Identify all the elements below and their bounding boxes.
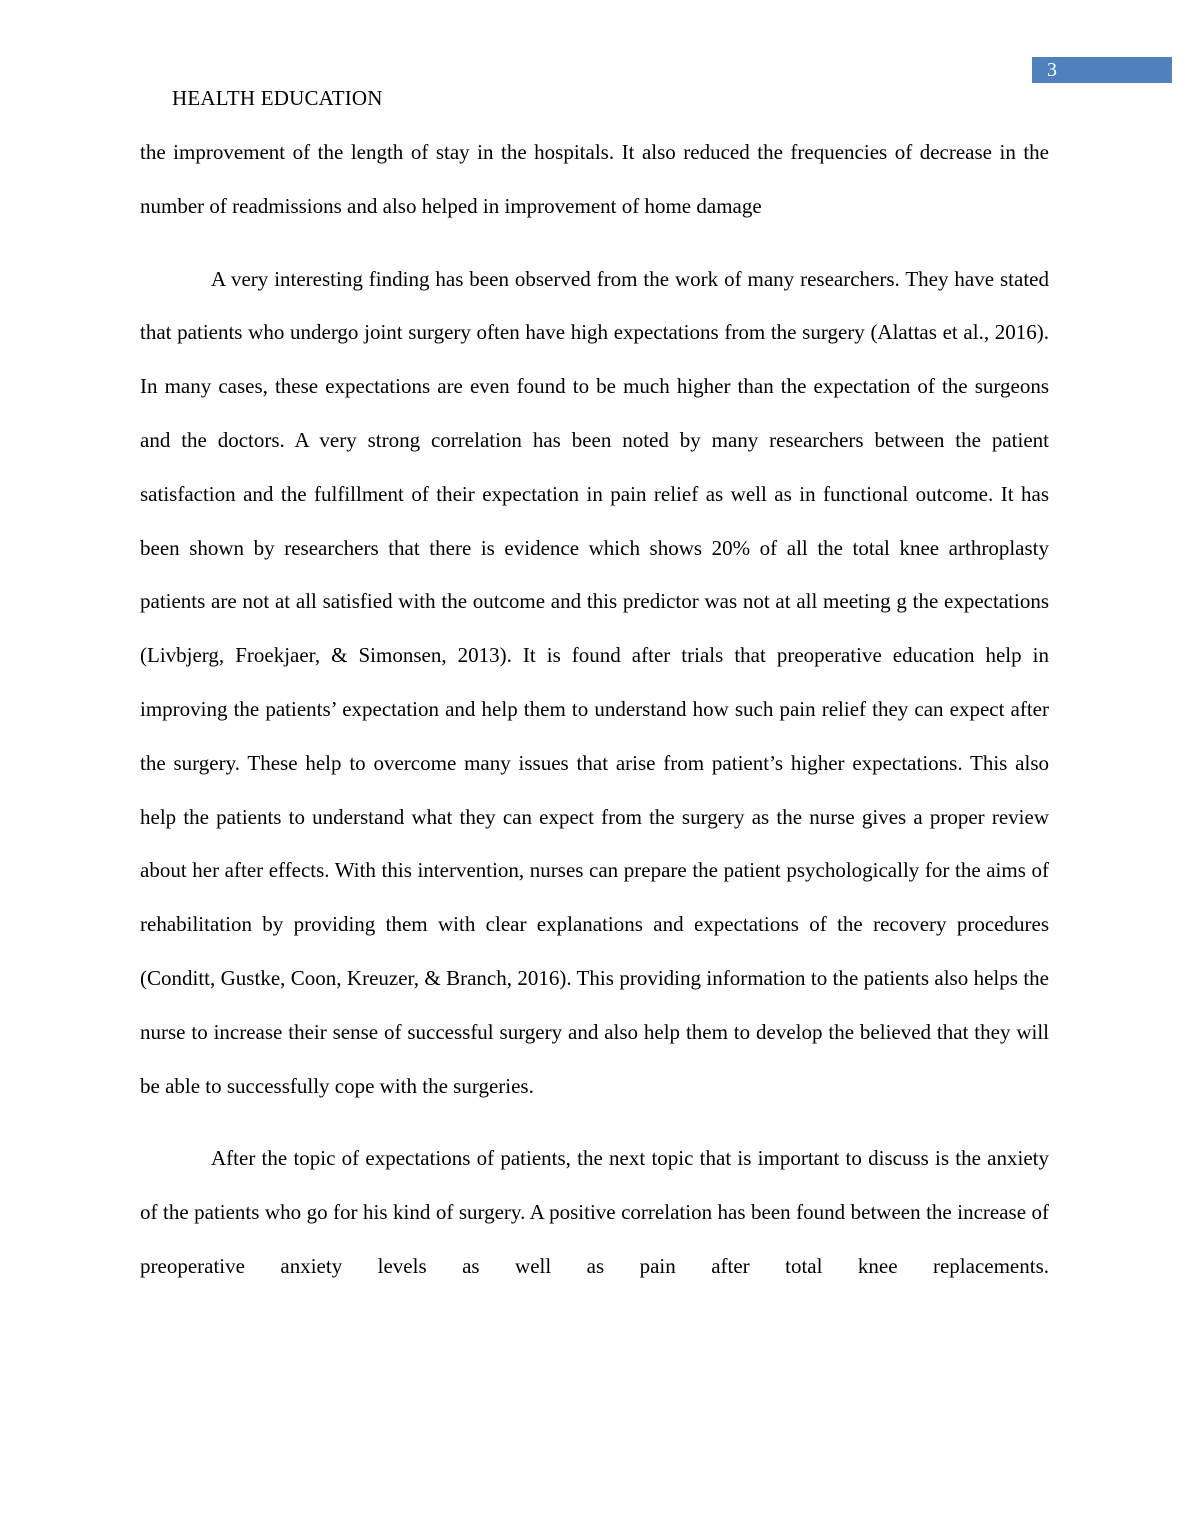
- body-paragraph: the improvement of the length of stay in the hospitals. It also reduced the frequencies of decrease in the number of readmissions and also helped in improvement of home damage: [140, 140, 1049, 218]
- running-head: HEALTH EDUCATION: [172, 86, 383, 110]
- document-body: [140, 126, 1049, 1294]
- page-number: 3: [1032, 57, 1172, 83]
- body-paragraph: After the topic of expectations of patients, the next topic that is important to discuss is the anxiety of the patients who go for his kind of surgery. A positive correlation has been found between the increase of preoperative anxiety levels as well as pain after total knee replacements.: [140, 1146, 1049, 1278]
- body-paragraph: A very interesting finding has been observed from the work of many researchers. They have stated that patients who undergo joint surgery often have high expectations from the surgery (Alattas et al., 2016). In many cases, these expectations are even found to be much higher than the expectation of the surgeons and the doctors. A very strong correlation has been noted by many researchers between the patient satisfaction and the fulfillment of their expectation in pain relief as well as in functional outcome. It has been shown by researchers that there is evidence which shows 20% of all the total knee arthroplasty patients are not at all satisfied with the outcome and this predictor was not at all meeting g the expectations (Livbjerg, Froekjaer, & Simonsen, 2013). It is found after trials that preoperative education help in improving the patients’ expectation and help them to understand how such pain relief they can expect after the surgery. These help to overcome many issues that arise from patient’s higher expectations. This also help the patients to understand what they can expect from the surgery as the nurse gives a proper review about her after effects. With this intervention, nurses can prepare the patient psychologically for the aims of rehabilitation by providing them with clear explanations and expectations of the recovery procedures (Conditt, Gustke, Coon, Kreuzer, & Branch, 2016). This providing information to the patients also helps the nurse to increase their sense of successful surgery and also help them to develop the believed that they will be able to successfully cope with the surgeries.: [140, 266, 1049, 1098]
